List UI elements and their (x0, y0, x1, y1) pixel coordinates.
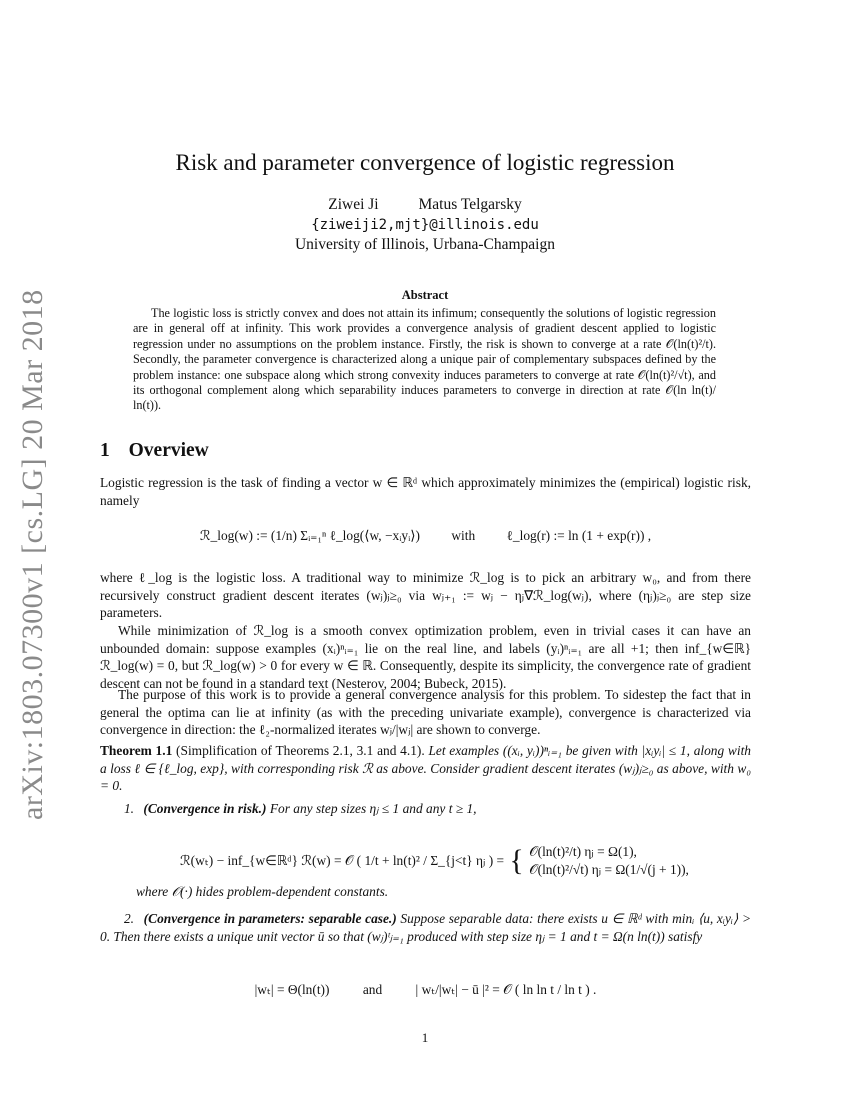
equation-cases (529, 843, 689, 879)
abstract-text: The logistic loss is strictly convex and does not attain its infimum; consequently the solutions of logistic regression are in general off at infinity. This work provides a convergence analysis of gradient descent applied to logistic regression under no assumptions on the problem instance. Firstly, the risk is shown to converge at a rate 𝒪(ln(t)²/t). Secondly, the parameter convergence is characterized along a unique pair of complementary subspaces defined by the problem instance: one subspace along which strong convexity induces parameters to converge at rate 𝒪(ln(t)²/√t), and its orthogonal complement along which separability induces parameters to converge in direction at rate 𝒪(ln ln(t)/ ln(t)). (133, 306, 716, 413)
section-number: 1 (100, 440, 110, 461)
equation-case-2: 𝒪(ln(t)²/√t) ηⱼ = Ω(1/√(j + 1)), (529, 862, 689, 877)
page-number: 1 (421, 1030, 429, 1045)
author-names (100, 195, 750, 215)
section-title: Overview (128, 440, 209, 461)
equation-risk-rate-lhs: ℛ(wₜ) − inf_{w∈ℝᵈ} ℛ(w) = 𝒪 ( 1/t + ln(t)² / Σ_{j<t} ηⱼ ) = (180, 853, 505, 868)
equation-brace: { (509, 844, 524, 877)
author-email[interactable]: {ziweiji2,mjt}@illinois.edu (311, 217, 539, 233)
abstract-heading: Abstract (401, 288, 449, 302)
item-1-after-text: where 𝒪(·) hides problem-dependent constants. (136, 884, 389, 899)
author-telgarsky: Matus Telgarsky (418, 196, 522, 213)
arxiv-identifier: arXiv:1803.07300v1 [cs.LG] 20 Mar 2018 (16, 289, 49, 820)
theorem-label: Theorem 1.1 (100, 743, 173, 758)
paper-title: Risk and parameter convergence of logistic regression (175, 150, 675, 175)
item-2-label: 2. (123, 911, 134, 926)
overview-paragraph-1: Logistic regression is the task of finding a vector w ∈ ℝᵈ which approximately minimizes the (empirical) logistic risk, namely (100, 475, 751, 508)
theorem-text: Let examples ((xᵢ, yᵢ))ⁿᵢ₌₁ be given with |xᵢyᵢ| ≤ 1, along with a loss ℓ ∈ {ℓ_log, exp}, with corresponding risk ℛ as above. Consider gradient descent iterates (wⱼ)ⱼ≥₀ as above, with w₀ = 0. (100, 743, 752, 794)
overview-paragraph-2: where ℓ_log is the logistic loss. A traditional way to minimize ℛ_log is to pick an arbitrary w₀, and from there recursively construct gradient descent iterates (wⱼ)ⱼ≥₀ via wⱼ₊₁ := wⱼ − ηⱼ∇ℛ_log(wⱼ), where (ηⱼ)ⱼ≥₀ are step size parameters. (100, 570, 751, 621)
item-1-label: 1. (123, 801, 134, 816)
overview-paragraph-3: While minimization of ℛ_log is a smooth convex optimization problem, even in trivial cases it can have an unbounded domain: suppose examples (xᵢ)ⁿᵢ₌₁ lie on the real line, and labels (yᵢ)ⁿᵢ₌₁ are all +1; then inf_{w∈ℝ} ℛ_log(w) = 0, but ℛ_log(w) > 0 for every w ∈ ℝ. Consequently, despite its simplicity, the convergence rate of gradient descent can not be found in a standard text (Nesterov, 2004; Bubeck, 2015). (100, 623, 751, 691)
item-1-text: For any step sizes ηⱼ ≤ 1 and any t ≥ 1, (269, 801, 477, 816)
theorem-item-2 (100, 910, 751, 945)
author-block (100, 195, 750, 255)
theorem-item-1 (100, 800, 751, 818)
equation-parameter-rate (100, 982, 751, 998)
equation-logistic-risk (100, 528, 751, 544)
theorem-paren: (Simplification of Theorems 2.1, 3.1 and 4.1). (176, 743, 425, 758)
equation-risk-rate (120, 843, 750, 879)
item-1-after (100, 883, 751, 901)
equation-with-text: with (451, 528, 476, 543)
section-heading (100, 440, 209, 462)
item-2-text: Suppose separable data: there exists u ∈ ℝᵈ with minᵢ ⟨u, xᵢyᵢ⟩ > 0. Then there exists a unique unit vector ū so that (wⱼ)ᵗⱼ₌₁ produced with step size ηⱼ = 1 and t = Ω(n ln(t)) satisfy (100, 911, 751, 944)
item-2-heading: (Convergence in parameters: separable case.) (143, 911, 397, 926)
equation-direction-rate: | wₜ/|wₜ| − ū |² = 𝒪 ( ln ln t / ln t ) . (415, 982, 597, 997)
overview-paragraph-4: The purpose of this work is to provide a general convergence analysis for this problem. To sidestep the fact that in general the optima can lie at infinity (as with the preceding univariate example), convergence is characterized via convergence in direction: the ℓ₂-normalized iterates wⱼ/|wⱼ| are shown to converge. (100, 687, 751, 738)
equation-risk-lhs: ℛ_log(w) := (1/n) Σᵢ₌₁ⁿ ℓ_log(⟨w, −xᵢyᵢ⟩) (199, 528, 420, 543)
theorem-statement (100, 742, 751, 795)
equation-case-1: 𝒪(ln(t)²/t) ηⱼ = Ω(1), (529, 844, 637, 859)
item-1-heading: (Convergence in risk.) (143, 801, 267, 816)
equation-norm-growth: |wₜ| = Θ(ln(t)) (254, 982, 330, 997)
equation-and-text: and (362, 982, 383, 997)
author-affiliation: University of Illinois, Urbana-Champaign (294, 236, 555, 253)
author-ji: Ziwei Ji (328, 196, 379, 213)
equation-loss-rhs: ℓ_log(r) := ln (1 + exp(r)) , (506, 528, 652, 543)
